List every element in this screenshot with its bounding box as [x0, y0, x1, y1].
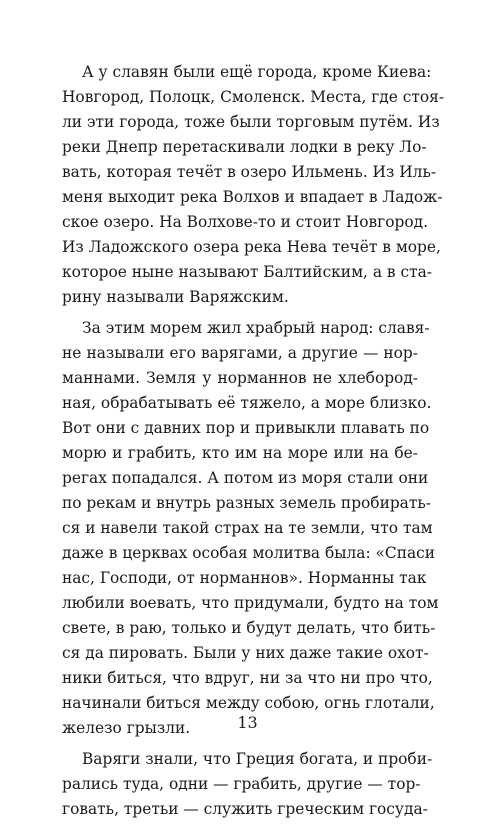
paragraph-3: [62, 747, 433, 822]
text-line: маннами. Земля у норманнов не хлебород-: [62, 369, 418, 387]
text-line: любили воевать, что придумали, будто на том: [62, 594, 439, 612]
text-line: Из Ладожского озера река Нева течёт в море,: [62, 238, 441, 256]
text-line: нас, Господи, от норманнов». Норманны так: [62, 569, 427, 587]
text-line: А у славян были ещё города, кроме Киева:: [82, 63, 432, 81]
text-line: Вот они с давних пор и привыкли плавать по: [62, 419, 430, 437]
text-line: регах попадался. А потом из моря стали они: [62, 469, 429, 487]
text-line: которое ныне называют Балтийским, а в ста-: [62, 263, 432, 281]
text-line: меня выходит река Волхов и впадает в Ладож-: [62, 188, 443, 206]
text-line: вать, которая течёт в озеро Ильмень. Из Иль-: [62, 163, 437, 181]
text-line: Варяги знали, что Греция богата, и проби-: [82, 750, 433, 768]
text-line: рались туда, одни — грабить, другие — тор-: [62, 775, 421, 793]
text-line: Новгород, Полоцк, Смоленск. Места, где стоя-: [62, 88, 445, 106]
text-line: по рекам и внутрь разных земель пробирать-: [62, 494, 431, 512]
text-line: говать, третьи — служить греческим госуда-: [62, 800, 428, 818]
text-line: начинали биться между собою, огнь глотали,: [62, 694, 435, 712]
text-line: железо грызли.: [62, 719, 191, 737]
text-line: ная, обрабатывать её тяжело, а море близко.: [62, 394, 432, 412]
text-line: За этим морем жил храбрый народ: славя-: [82, 319, 430, 337]
text-line: морю и грабить, кто им на море или на бе-: [62, 444, 418, 462]
paragraph-1: [62, 60, 445, 310]
text-line: ники биться, что вдруг, ни за что ни про что,: [62, 669, 433, 687]
text-line: ся да пировать. Были у них даже такие охот-: [62, 644, 429, 662]
text-line: даже в церквах особая молитва была: «Спаси: [62, 544, 436, 562]
text-line: ли эти города, тоже были торговым путём. Из: [62, 113, 440, 131]
text-line: ся и навели такой страх на те земли, что там: [62, 519, 433, 537]
text-line: свете, в раю, только и будут делать, что бить-: [62, 619, 436, 637]
text-line: ское озеро. На Волхове-то и стоит Новгород.: [62, 213, 428, 231]
text-line: рину называли Варяжским.: [62, 288, 289, 306]
text-line: не называли его варягами, а другие — нор-: [62, 344, 418, 362]
paragraph-2: [62, 316, 439, 741]
page-number: 13: [237, 713, 258, 732]
text-line: реки Днепр перетаскивали лодки в реку Ло-: [62, 138, 427, 156]
